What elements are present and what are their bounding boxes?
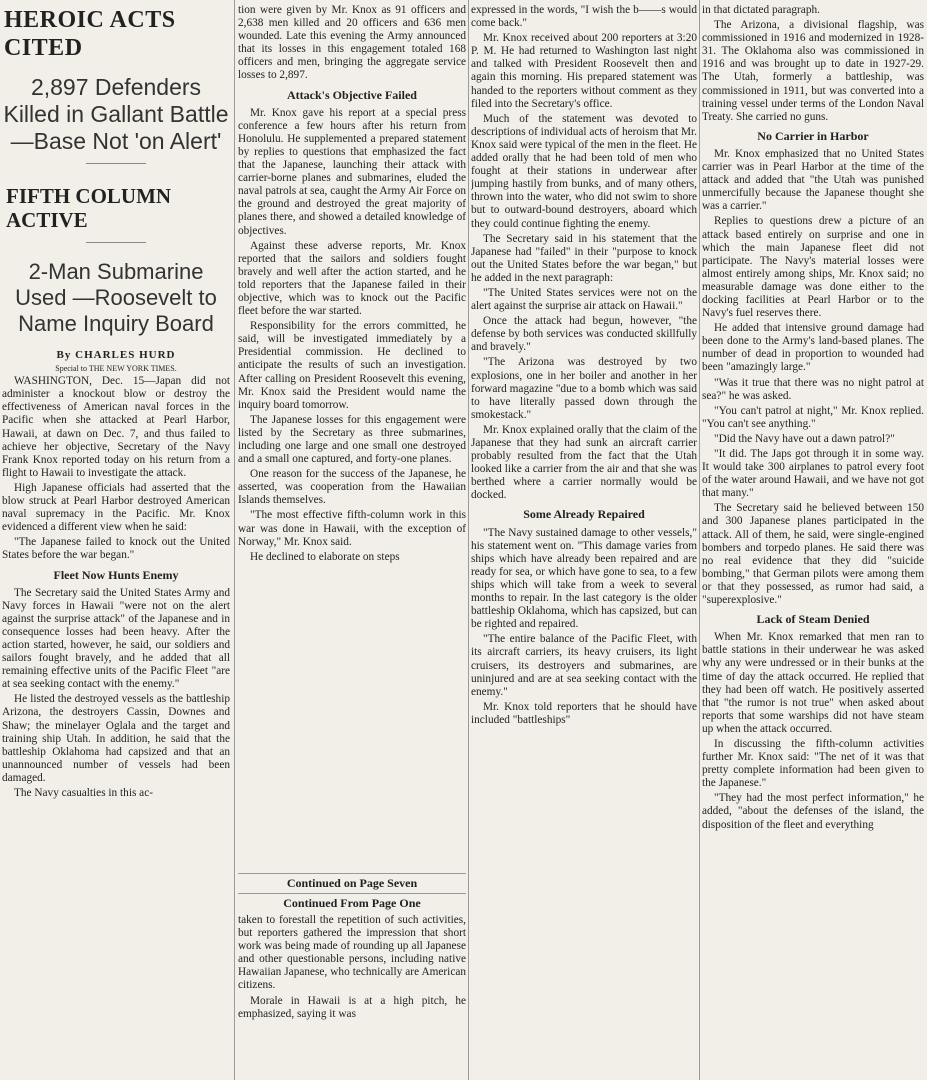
subhead: Attack's Objective Failed — [287, 87, 417, 102]
paragraph: WASHINGTON, Dec. 15—Japan did not administer a knockout blow or destroy the effectiveness of American naval forces in the Pacific when she attacked at Pearl Harbor, Hawaii, at dawn on Dec. 7, and thus failed to achieve her objective, Secretary of the Navy Frank Knox reported today on his return from a flight to Hawaii to investigate the attack. — [2, 375, 230, 479]
paragraph: Mr. Knox emphasized that no United States carrier was in Pearl Harbor at the time of the attack and added that "the Utah was punished unmercifully because the Japanese thought she was a carrier." — [702, 147, 924, 213]
continuation-header: Continued From Page One — [238, 894, 466, 913]
subhead: Some Already Repaired — [523, 507, 645, 522]
paragraph: "Was it true that there was no night patrol at sea?" he was asked. — [702, 376, 924, 402]
paragraph: "They had the most perfect information," he added, "about the defenses of the island, the disposition of the fleet and everything — [702, 792, 924, 831]
paragraph: "Did the Navy have out a dawn patrol?" — [714, 432, 895, 445]
paragraph: The Arizona, a divisional flagship, was commissioned in 1916 and modernized in 1928-31. The Oklahoma also was commissioned in 1916 and was brought up to date in 1927-29. The Utah, formerly a battleship, was commissioned in 1911, but was converted into a training vessel under terms of the London Naval Treaty. She carried no guns. — [702, 19, 924, 123]
paragraph: tion were given by Mr. Knox as 91 officers and 2,638 men killed and 20 officers and 636 men wounded. Late this evening the Army announced that its losses in this engagement totaled 168 officers and men, bringing the aggregate service losses to 2,897. — [238, 4, 466, 82]
paragraph: The Japanese losses for this engagement were listed by the Secretary as three submarines, including one large and one small one destroyed and a small one captured, and forty-one planes. — [238, 413, 466, 466]
paragraph: Mr. Knox gave his report at a special press conference a few hours after his return from Honolulu. He supplemented a prepared statement by replies to questions that emphasized the fact that the Japanese, launching their attack with carrier-borne planes and submarines, eluded the naval patrols at sea, caught the Army Air Force on the ground and destroyed the great majority of planes there, and showed a detailed knowledge of objectives. — [238, 106, 466, 237]
paragraph: Responsibility for the errors committed, he said, will be investigated immediately by a Presidential commission. He declined to anticipate the results of such an investigation. After calling on President Roosevelt this evening, Mr. Knox said the President would name the inquiry board tomorrow. — [238, 320, 466, 411]
paragraph: High Japanese officials had asserted that the blow struck at Pearl Harbor destroyed American naval supremacy in the Pacific. Mr. Knox evidenced a different view when he said: — [2, 481, 230, 534]
paragraph: The Secretary said the United States Army and Navy forces in Hawaii "were not on the alert against the surprise attack" of the Japanese and in consequence losses had been heavy. After the action started, however, he said, our soldiers and sailors fought bravely, and he added that all remaining effective units of the Pacific Fleet "are at sea seeking contact with the enemy." — [2, 586, 230, 691]
paragraph: Mr. Knox received about 200 reporters at 3:20 P. M. He had returned to Washington last night and talked with President Roosevelt then and again this morning. His prepared statement was handed to the reporters without comment as they filed into the Secretary's office. — [471, 32, 697, 110]
paragraph: He added that intensive ground damage had been done to the Army's land-based planes. The number of dead in proportion to wounded had been "amazingly large." — [702, 322, 924, 374]
paragraph: The Navy casualties in this ac- — [14, 787, 153, 799]
paragraph: "You can't patrol at night," Mr. Knox replied. "You can't see anything." — [702, 404, 924, 430]
paragraph: "It did. The Japs got through it in some way. It would take 300 airplanes to patrol every foot of the water around Hawaii, and we have not got that many." — [702, 448, 924, 500]
column-rule — [468, 0, 469, 1080]
paragraph: "The Arizona was destroyed by two explosions, one in her boiler and another in her forward magazine "due to a bomb which was said to have literally passed down through the smokestack." — [471, 356, 697, 421]
headline-deck-1: 2,897 Defenders Killed in Gallant Battle—Base Not 'on Alert' — [3, 74, 229, 154]
paragraph: expressed in the words, "I wish the b——s would come back." — [471, 4, 697, 30]
paragraph: "The United States services were not on the alert against the surprise air attack on Hawaii." — [471, 286, 697, 313]
byline: By CHARLES HURD — [56, 349, 176, 361]
paragraph: Replies to questions drew a picture of an attack based entirely on surprise and one in which the main Japanese fleet did not participate. The Navy's material losses were almost entirely among ships, Mr. Knox said; no measurable damage was done either to the docking facilities at Pearl Harbor or to the Navy's fuel reserves there. — [702, 215, 924, 320]
paragraph: One reason for the success of the Japanese, he asserted, was cooperation from the Hawaiian Islands themselves. — [238, 468, 466, 507]
paragraph: He listed the destroyed vessels as the battleship Arizona, the destroyers Cassin, Downes and Shaw; the minelayer Oglala and the target and training ship Utah. In addition, he said that the battleship Oklahoma had capsized and that an unannounced number of vessels had been damaged. — [2, 693, 230, 784]
paragraph: The Secretary said in his statement that the Japanese had "failed" in their "purpose to knock out the United States before the war began," but he added in the next paragraph: — [471, 232, 697, 284]
subhead: Fleet Now Hunts Enemy — [53, 567, 179, 582]
paragraph: In discussing the fifth-column activities further Mr. Knox said: "The net of it was that pretty complete information had been given to the Japanese." — [702, 737, 924, 790]
paragraph: in that dictated paragraph. — [702, 4, 820, 16]
divider — [86, 163, 146, 164]
paragraph: He declined to elaborate on steps — [250, 550, 400, 563]
headline-main: HEROIC ACTS CITED — [4, 7, 176, 61]
jump-line: Continued on Page Seven — [238, 873, 466, 894]
paragraph: Morale in Hawaii is at a high pitch, he emphasized, saying it was — [238, 994, 466, 1020]
column-rule — [234, 0, 235, 1080]
paragraph: "The entire balance of the Pacific Fleet, with its aircraft carriers, its heavy cruisers, its light cruisers, its destroyers and submarines, are uninjured and are at sea seeking contact with the enemy." — [471, 633, 697, 698]
paragraph: "The most effective fifth-column work in this war was done in Hawaii, with the exception of Norway," Mr. Knox said. — [238, 509, 466, 548]
paragraph: Mr. Knox told reporters that he should have included "battleships" — [471, 700, 697, 726]
paragraph: Mr. Knox explained orally that the claim of the Japanese that they had sunk an aircraft carrier probably resulted from the fact that the Utah looked like a carrier from the air and that she was berthed where a carrier normally would be docked. — [471, 423, 697, 502]
column-4 — [702, 4, 924, 1078]
column-2-continued — [238, 914, 466, 1076]
subhead: No Carrier in Harbor — [757, 128, 869, 143]
paragraph: "The Japanese failed to knock out the United States before the war began." — [2, 536, 230, 562]
paragraph: Much of the statement was devoted to descriptions of individual acts of heroism that Mr. Knox said were typical of the men in the fleet. He added orally that he had been told of men who fought at their stations in underwear after jumping hastily from bunks, and of many others, thrown into the water, who did not swim to shore but to outward-bound destroyers, aboard which they could continue fighting the enemy. — [471, 112, 697, 230]
column-1 — [2, 4, 230, 1078]
headline-deck-3: 2-Man Submarine Used —Roosevelt to Name Inquiry Board — [15, 259, 217, 336]
subhead: Lack of Steam Denied — [756, 612, 870, 627]
paragraph: The Secretary said he believed between 150 and 300 Japanese planes participated in the attack. All of them, he said, were single-engined bombers and torpedo planes. He said there was no real evidence that they did "suicide bombing," that German pilots were among them or that they possessed, as rumor had said, a "superexplosive." — [702, 502, 924, 607]
paragraph: "The Navy sustained damage to other vessels," his statement went on. "This damage varies from ships which have already been repaired and are ready for sea, or which have gone to sea, to a few ships which will take from a week to several months to repair. In the last category is the older battleship Oklahoma, which has capsized, but can be righted and repaired. — [471, 526, 697, 631]
divider — [86, 242, 146, 243]
paragraph: taken to forestall the repetition of such activities, but reporters gathered the impression that short work was being made of rounding up all Japanese and other questionable persons, including native Hawaiian Japanese, who technically are American citizens. — [238, 914, 466, 992]
paragraph: Against these adverse reports, Mr. Knox reported that the sailors and soldiers fought bravely and well after the action started, and he told reporters that the Japanese failed in their objective, which was to knock out the Pacific fleet before the war started. — [238, 239, 466, 318]
paragraph: When Mr. Knox remarked that men ran to battle stations in their underwear he was asked why any were undressed or in their bunks at the time of day the attack occurred. He replied that they had been off watch. He positively asserted that "the rumor is not true" when asked about reports that some warships did not have steam up when the attack occurred. — [702, 631, 924, 735]
column-3 — [471, 4, 697, 1078]
paragraph: Once the attack had begun, however, "the defense by both services was conducted skillfully and bravely." — [471, 315, 697, 354]
column-rule — [699, 0, 700, 1080]
byline-credit: Special to THE NEW YORK TIMES. — [55, 364, 177, 374]
headline-deck-2: FIFTH COLUMN ACTIVE — [6, 184, 172, 232]
